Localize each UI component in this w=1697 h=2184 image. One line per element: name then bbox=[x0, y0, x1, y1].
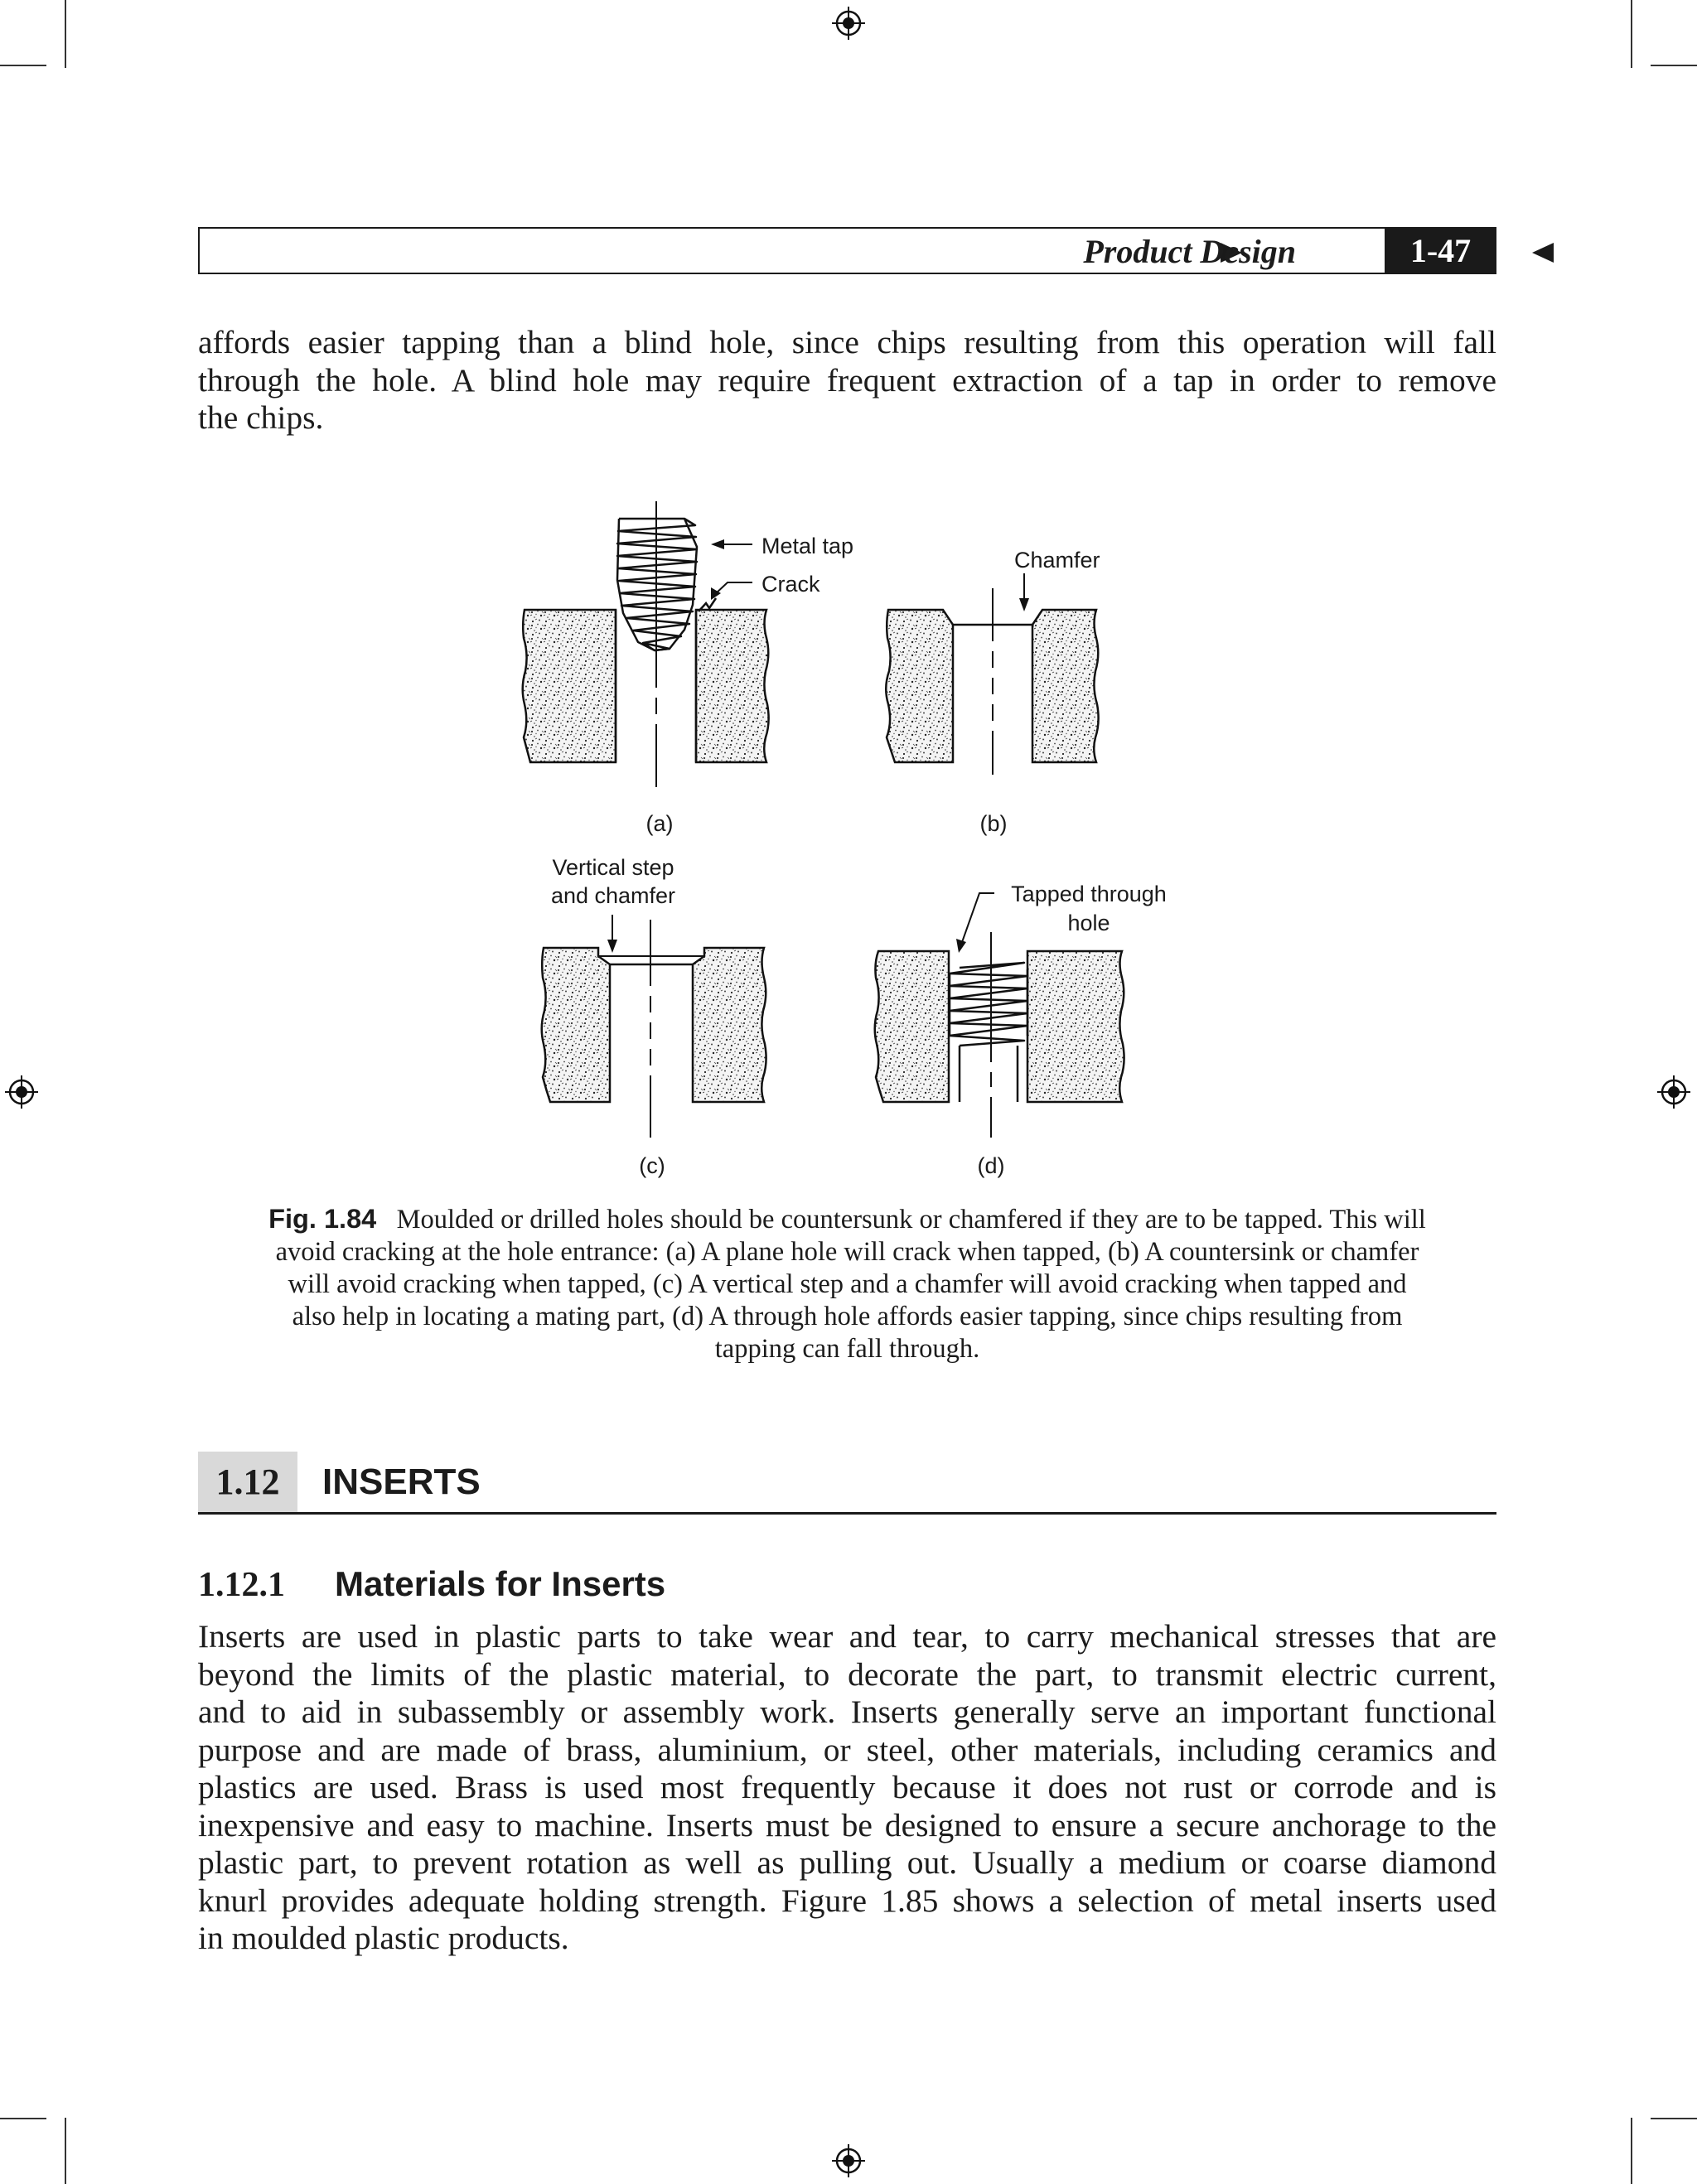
panel-c-drawing bbox=[542, 915, 766, 1138]
running-title: Product Design bbox=[1083, 233, 1296, 270]
panel-label-c: (c) bbox=[639, 1153, 665, 1178]
subsection-title: Materials for Inserts bbox=[335, 1564, 666, 1603]
text-line: through the hole. A blind hole may require frequent extraction of a tap in order to remove bbox=[198, 361, 1496, 399]
label-chamfer: Chamfer bbox=[1014, 548, 1100, 573]
caption-line: tapping can fall through. bbox=[714, 1334, 980, 1364]
label-hole: hole bbox=[1067, 911, 1110, 935]
caption-line: will avoid cracking when tapped, (c) A vertical step and a chamfer will avoid cracking when tapped and bbox=[288, 1269, 1407, 1299]
text-line: plastic part, to prevent rotation as well as pulling out. Usually a medium or coarse diamond bbox=[198, 1844, 1496, 1881]
panel-label-a: (a) bbox=[645, 811, 674, 836]
triangle-left-icon bbox=[1532, 243, 1554, 263]
panel-a-drawing bbox=[523, 501, 769, 787]
running-header bbox=[198, 227, 1496, 274]
text-line: affords easier tapping than a blind hole, since chips resulting from this operation will fall bbox=[198, 324, 1496, 360]
registration-mark-icon bbox=[832, 7, 865, 40]
crop-mark bbox=[0, 2118, 46, 2119]
label-vertical-step: Vertical step bbox=[552, 855, 674, 880]
body-paragraph bbox=[198, 1618, 1496, 1958]
text-line: the chips. bbox=[198, 399, 324, 436]
figure-caption bbox=[198, 1203, 1496, 1365]
crop-mark bbox=[65, 0, 66, 68]
label-and-chamfer: and chamfer bbox=[550, 883, 676, 908]
crop-mark bbox=[1651, 2118, 1697, 2119]
text-line: beyond the limits of the plastic material, to decorate the part, to transmit electric current, bbox=[198, 1655, 1496, 1693]
text-line: inexpensive and easy to machine. Inserts must be designed to ensure a secure anchorage to the bbox=[198, 1806, 1496, 1843]
registration-mark-icon bbox=[5, 1075, 38, 1109]
text-line: purpose and are made of brass, aluminium, or steel, other materials, including ceramics and bbox=[198, 1731, 1496, 1768]
label-metal-tap: Metal tap bbox=[761, 534, 854, 558]
text-line: in moulded plastic products. bbox=[198, 1920, 569, 1956]
crop-mark bbox=[65, 2118, 66, 2184]
crop-mark bbox=[1631, 2118, 1632, 2184]
text-line: and to aid in subassembly or assembly work. Inserts generally serve an important functional bbox=[198, 1694, 1496, 1730]
text-line: plastics are used. Brass is used most frequently because it does not rust or corrode and is bbox=[198, 1769, 1496, 1805]
caption-line: Moulded or drilled holes should be countersunk or chamfered if they are to be tapped. This will bbox=[396, 1205, 1426, 1235]
registration-mark-icon bbox=[1657, 1075, 1690, 1109]
registration-mark-icon bbox=[832, 2144, 865, 2177]
crop-mark bbox=[1631, 0, 1632, 68]
label-crack: Crack bbox=[761, 572, 820, 597]
text-line: Inserts are used in plastic parts to take wear and tear, to carry mechanical stresses that are bbox=[198, 1618, 1496, 1655]
panel-label-d: (d) bbox=[977, 1153, 1005, 1178]
crop-mark bbox=[0, 65, 46, 66]
section-number: 1.12 bbox=[198, 1452, 297, 1512]
section-heading bbox=[198, 1452, 1496, 1515]
subsection-heading bbox=[198, 1561, 665, 1607]
crop-mark bbox=[1651, 65, 1697, 66]
section-title: INSERTS bbox=[322, 1462, 481, 1502]
figure-tapped-holes bbox=[497, 489, 1226, 1193]
panel-b-drawing bbox=[886, 573, 1098, 775]
intro-paragraph bbox=[198, 324, 1496, 437]
text-line: knurl provides adequate holding strength. Figure 1.85 shows a selection of metal inserts used bbox=[198, 1882, 1496, 1919]
panel-label-b: (b) bbox=[979, 811, 1008, 836]
page-number: 1-47 bbox=[1385, 227, 1496, 274]
label-tapped-through: Tapped through bbox=[1011, 882, 1167, 906]
subsection-number: 1.12.1 bbox=[198, 1566, 285, 1604]
figure-label: Fig. 1.84 bbox=[268, 1204, 377, 1234]
caption-line: avoid cracking at the hole entrance: (a) A plane hole will crack when tapped, (b) A countersink or chamfer bbox=[275, 1237, 1419, 1267]
caption-line: also help in locating a mating part, (d) A through hole affords easier tapping, since chips resulting from bbox=[292, 1302, 1403, 1331]
